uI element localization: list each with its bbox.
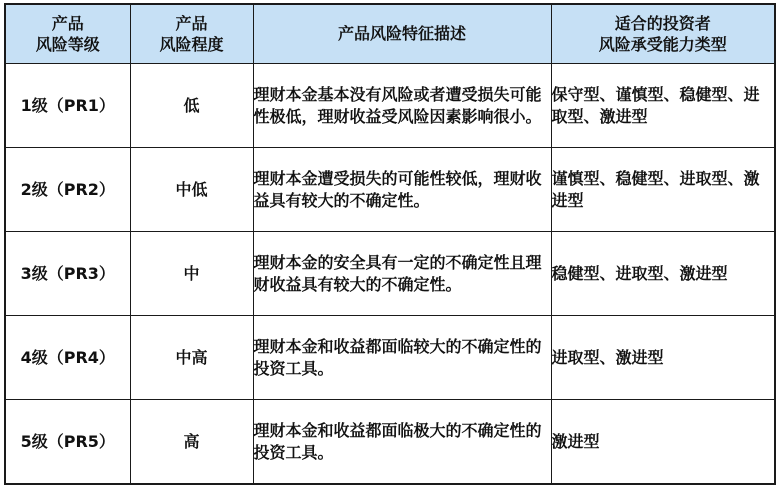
header-risk-level <box>5 4 130 64</box>
header-risk-level-line2: 风险等级 <box>35 35 100 54</box>
header-risk-degree-line1: 产品 <box>175 14 208 33</box>
cell-suitable-investors: 谨慎型、稳健型、进取型、激进型 <box>551 148 775 232</box>
header-suitable-line2: 风险承受能力类型 <box>598 35 727 54</box>
cell-suitable-investors: 稳健型、进取型、激进型 <box>551 232 775 316</box>
table-row <box>5 232 775 316</box>
cell-suitable-investors: 激进型 <box>551 400 775 485</box>
table-row <box>5 316 775 400</box>
cell-risk-degree: 中 <box>130 232 253 316</box>
header-risk-level-line1: 产品 <box>51 14 84 33</box>
header-suitable-investors <box>551 4 775 64</box>
cell-risk-level: 2级（PR2） <box>5 148 130 232</box>
header-suitable-line1: 适合的投资者 <box>614 14 711 33</box>
cell-risk-level: 5级（PR5） <box>5 400 130 485</box>
header-risk-degree <box>130 4 253 64</box>
cell-risk-description: 理财本金的安全具有一定的不确定性且理财收益具有较大的不确定性。 <box>253 232 551 316</box>
cell-risk-level: 3级（PR3） <box>5 232 130 316</box>
header-risk-degree-line2: 风险程度 <box>159 35 224 54</box>
cell-risk-degree: 低 <box>130 64 253 148</box>
risk-table-container <box>4 3 776 485</box>
cell-risk-description: 理财本金基本没有风险或者遭受损失可能性极低，理财收益受风险因素影响很小。 <box>253 64 551 148</box>
table-body <box>5 64 775 485</box>
header-risk-description: 产品风险特征描述 <box>253 4 551 64</box>
cell-risk-description: 理财本金遭受损失的可能性较低，理财收益具有较大的不确定性。 <box>253 148 551 232</box>
cell-suitable-investors: 保守型、谨慎型、稳健型、进取型、激进型 <box>551 64 775 148</box>
risk-rating-table <box>4 3 776 485</box>
cell-risk-level: 1级（PR1） <box>5 64 130 148</box>
table-row <box>5 148 775 232</box>
cell-risk-degree: 中低 <box>130 148 253 232</box>
cell-risk-degree: 高 <box>130 400 253 485</box>
table-header <box>5 4 775 64</box>
cell-suitable-investors: 进取型、激进型 <box>551 316 775 400</box>
table-row <box>5 400 775 485</box>
cell-risk-degree: 中高 <box>130 316 253 400</box>
header-row <box>5 4 775 64</box>
table-row <box>5 64 775 148</box>
cell-risk-description: 理财本金和收益都面临较大的不确定性的投资工具。 <box>253 316 551 400</box>
cell-risk-description: 理财本金和收益都面临极大的不确定性的投资工具。 <box>253 400 551 485</box>
cell-risk-level: 4级（PR4） <box>5 316 130 400</box>
